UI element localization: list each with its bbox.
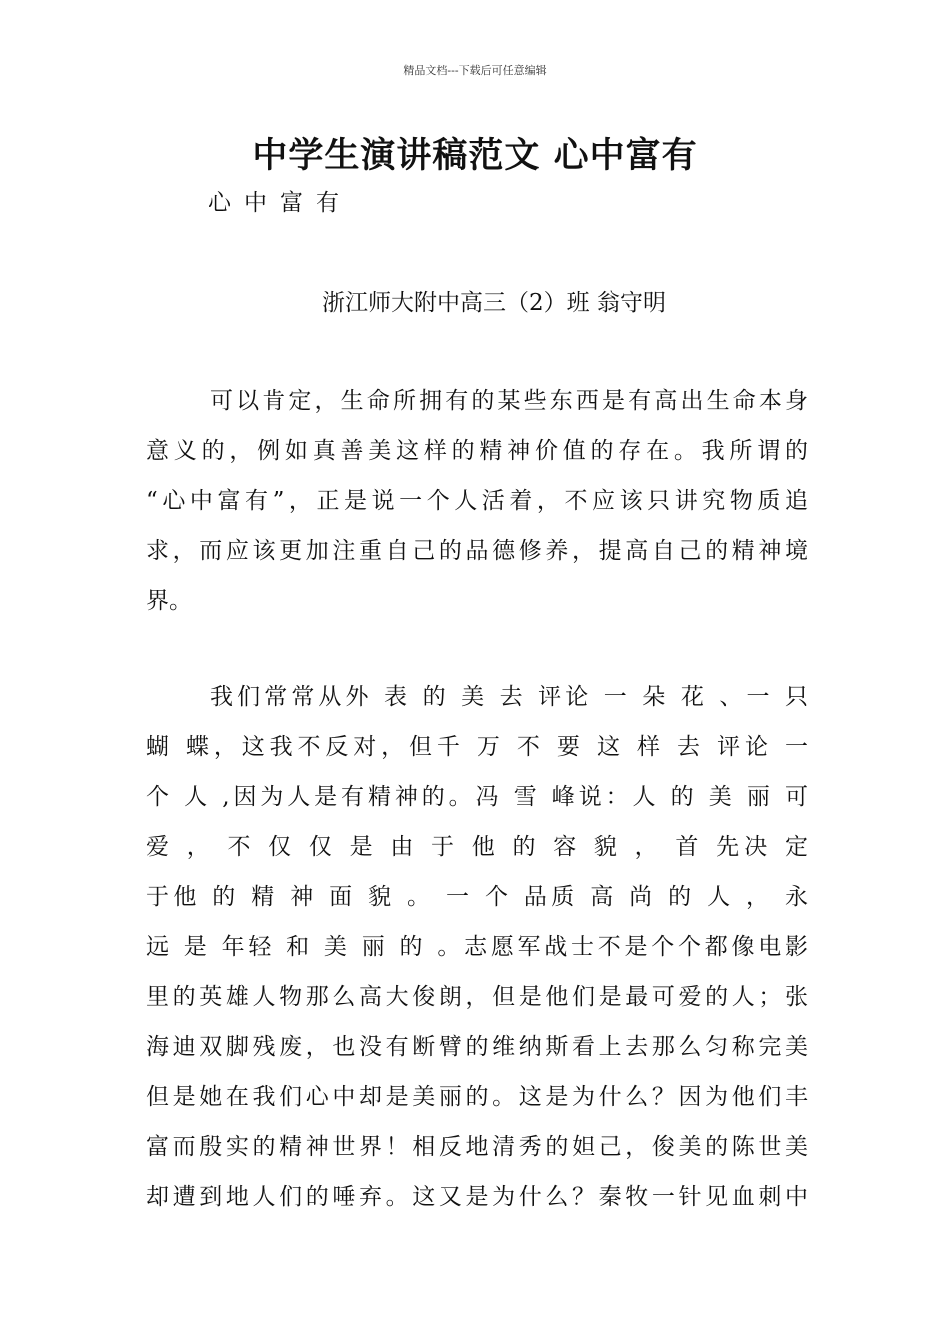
- paragraph-line: 界。: [146, 588, 192, 614]
- page-title: 中学生演讲稿范文 心中富有: [252, 136, 698, 176]
- paragraph-2: [146, 672, 808, 1222]
- paragraph-1: [146, 376, 808, 626]
- paragraph-line: 蝴 蝶，这我不反对，但千 万 不 要 这 样 去 评论 一: [146, 734, 808, 760]
- paragraph-line: 里的英雄人物那么高大俊朗，但是他们是最可爱的人；张: [146, 984, 808, 1010]
- paragraph-line: 海迪双脚残废，也没有断臂的维纳斯看上去那么匀称完美: [146, 1034, 808, 1060]
- paragraph-line: 求，而应该更加注重自己的品德修养，提高自己的精神境: [146, 538, 808, 564]
- paragraph-line: 但是她在我们心中却是美丽的。这是为什么？因为他们丰: [146, 1084, 808, 1110]
- paragraph-line: 爱 ， 不 仅 仅 是 由 于 他 的 容 貌 ， 首 先决 定: [146, 834, 808, 860]
- paragraph-line: 远 是 年轻 和 美 丽 的 。志愿军战士不是个个都像电影: [146, 934, 808, 960]
- paragraph-line: 个 人 ,因为人是有精神的。冯 雪 峰说：人 的 美 丽 可: [146, 784, 808, 810]
- paragraph-line: “心中富有”，正是说一个人活着，不应该只讲究物质追: [146, 488, 808, 514]
- subtitle: 心中富有: [208, 190, 352, 216]
- paragraph-line: 于他 的 精 神 面 貌 。 一 个 品质 高 尚 的 人 ， 永: [146, 884, 808, 910]
- author-byline: 浙江师大附中高三（2）班 翁守明: [322, 290, 666, 316]
- header-note: 精品文档---下载后可任意编辑: [403, 64, 547, 77]
- paragraph-line: 可以肯定，生命所拥有的某些东西是有高出生命本身: [210, 388, 808, 414]
- paragraph-line: 意义的，例如真善美这样的精神价值的存在。我所谓的: [146, 438, 808, 464]
- paragraph-line: 富而殷实的精神世界！相反地清秀的妲己，俊美的陈世美: [146, 1134, 808, 1160]
- paragraph-line: 却遭到地人们的唾弃。这又是为什么？秦牧一针见血刺中: [146, 1184, 808, 1210]
- paragraph-line: 我们常常从外 表 的 美 去 评论 一 朵 花 、一 只: [210, 684, 808, 710]
